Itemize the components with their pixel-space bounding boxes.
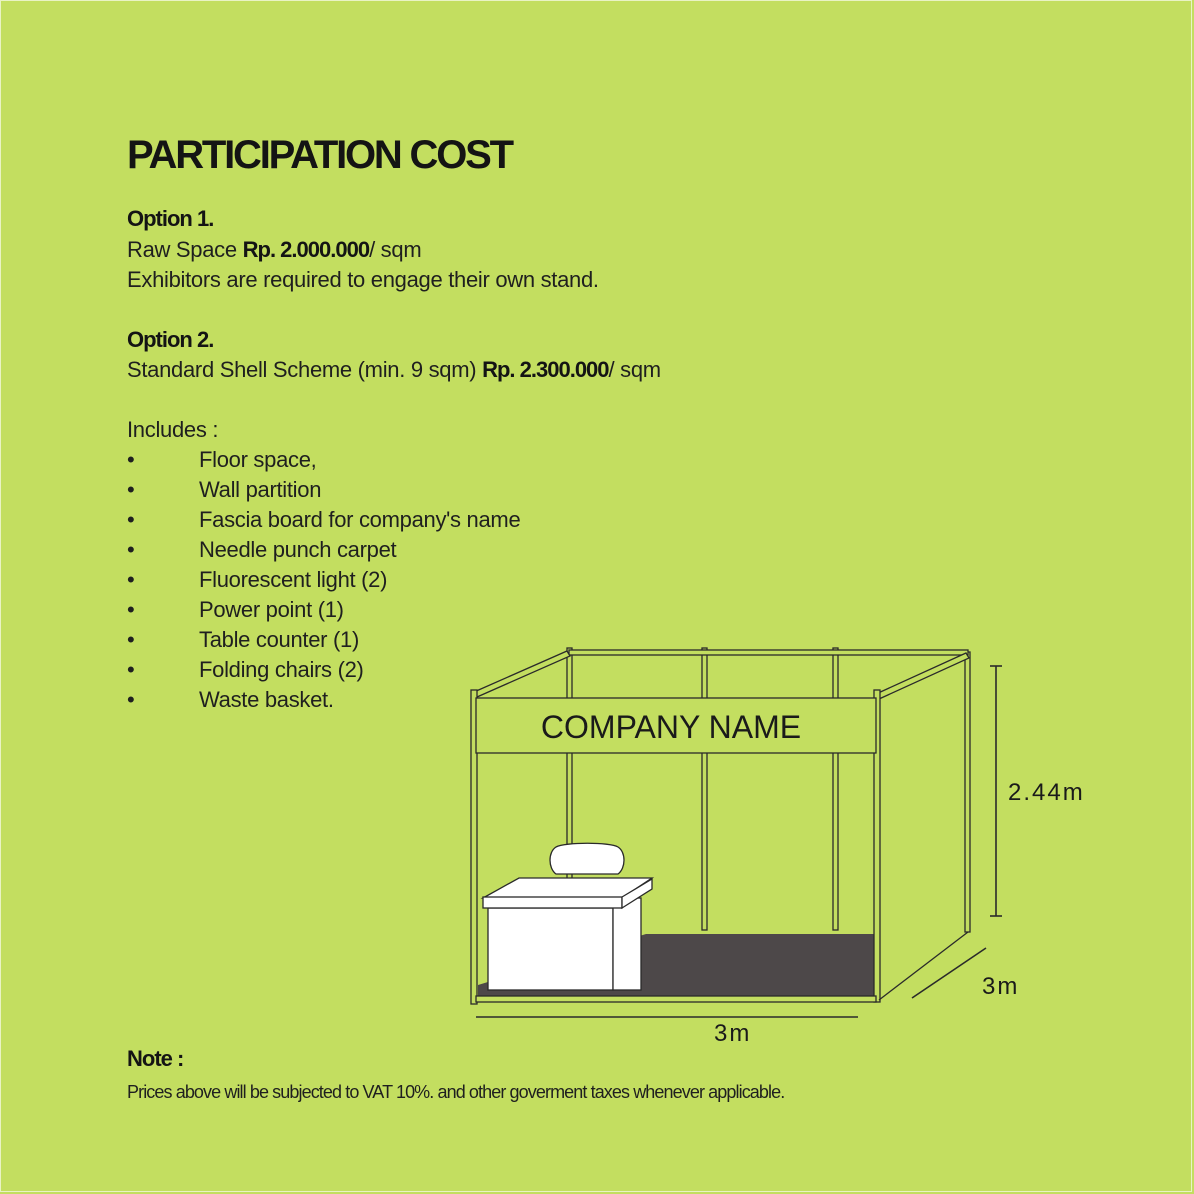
option1-price: Rp. 2.000.000 xyxy=(242,237,370,262)
top-side-beam xyxy=(876,653,969,699)
bullet: • xyxy=(127,627,135,652)
page-title: PARTICIPATION COST xyxy=(127,133,512,177)
option2-price-prefix: Standard Shell Scheme (min. 9 sqm) xyxy=(127,357,483,382)
option1-price-unit: / sqm xyxy=(369,237,422,262)
height-label: 2.44m xyxy=(1008,779,1085,806)
list-item-text: Power point (1) xyxy=(199,597,344,622)
back-post xyxy=(833,648,838,930)
note-heading: Note : xyxy=(127,1046,184,1071)
list-item-text: Fascia board for company's name xyxy=(199,507,521,532)
table-counter xyxy=(483,843,652,990)
folding-chair xyxy=(550,843,624,874)
depth-label: 3m xyxy=(982,973,1020,1000)
list-item-text: Table counter (1) xyxy=(199,627,359,652)
bullet: • xyxy=(127,507,135,532)
option2-price-unit: / sqm xyxy=(608,357,661,382)
depth-dimension-line xyxy=(912,948,986,998)
option1-heading-text: Option 1. xyxy=(127,206,214,231)
note-text: Prices above will be subjected to VAT 10%. and other goverment taxes whenever applicable. xyxy=(127,1082,785,1102)
list-item-text: Waste basket. xyxy=(199,687,334,712)
counter-top-edge xyxy=(483,897,622,908)
option1-price-prefix: Raw Space xyxy=(127,237,243,262)
top-side-beam xyxy=(474,651,570,697)
bullet: • xyxy=(127,447,135,472)
bullet: • xyxy=(127,567,135,592)
list-item-text: Floor space, xyxy=(199,447,317,472)
counter-body xyxy=(488,908,613,990)
option2-heading-text: Option 2. xyxy=(127,327,214,352)
bullet: • xyxy=(127,687,135,712)
list-item-text: Folding chairs (2) xyxy=(199,657,364,682)
includes-label: Includes : xyxy=(127,417,219,442)
list-item-text: Wall partition xyxy=(199,477,322,502)
list-item-text: Needle punch carpet xyxy=(199,537,397,562)
back-post xyxy=(965,652,970,932)
fascia-company-name: COMPANY NAME xyxy=(540,709,802,745)
option2-price: Rp. 2.300.000 xyxy=(482,357,609,382)
back-post xyxy=(702,648,707,930)
option1-description: Exhibitors are required to engage their own stand. xyxy=(127,267,599,292)
counter-side xyxy=(613,898,641,990)
bottom-rail xyxy=(476,996,876,1002)
width-label: 3m xyxy=(714,1020,752,1047)
bullet: • xyxy=(127,657,135,682)
top-back-beam xyxy=(569,650,968,655)
bullet: • xyxy=(127,477,135,502)
list-item-text: Fluorescent light (2) xyxy=(199,567,388,592)
bullet: • xyxy=(127,537,135,562)
bullet: • xyxy=(127,597,135,622)
